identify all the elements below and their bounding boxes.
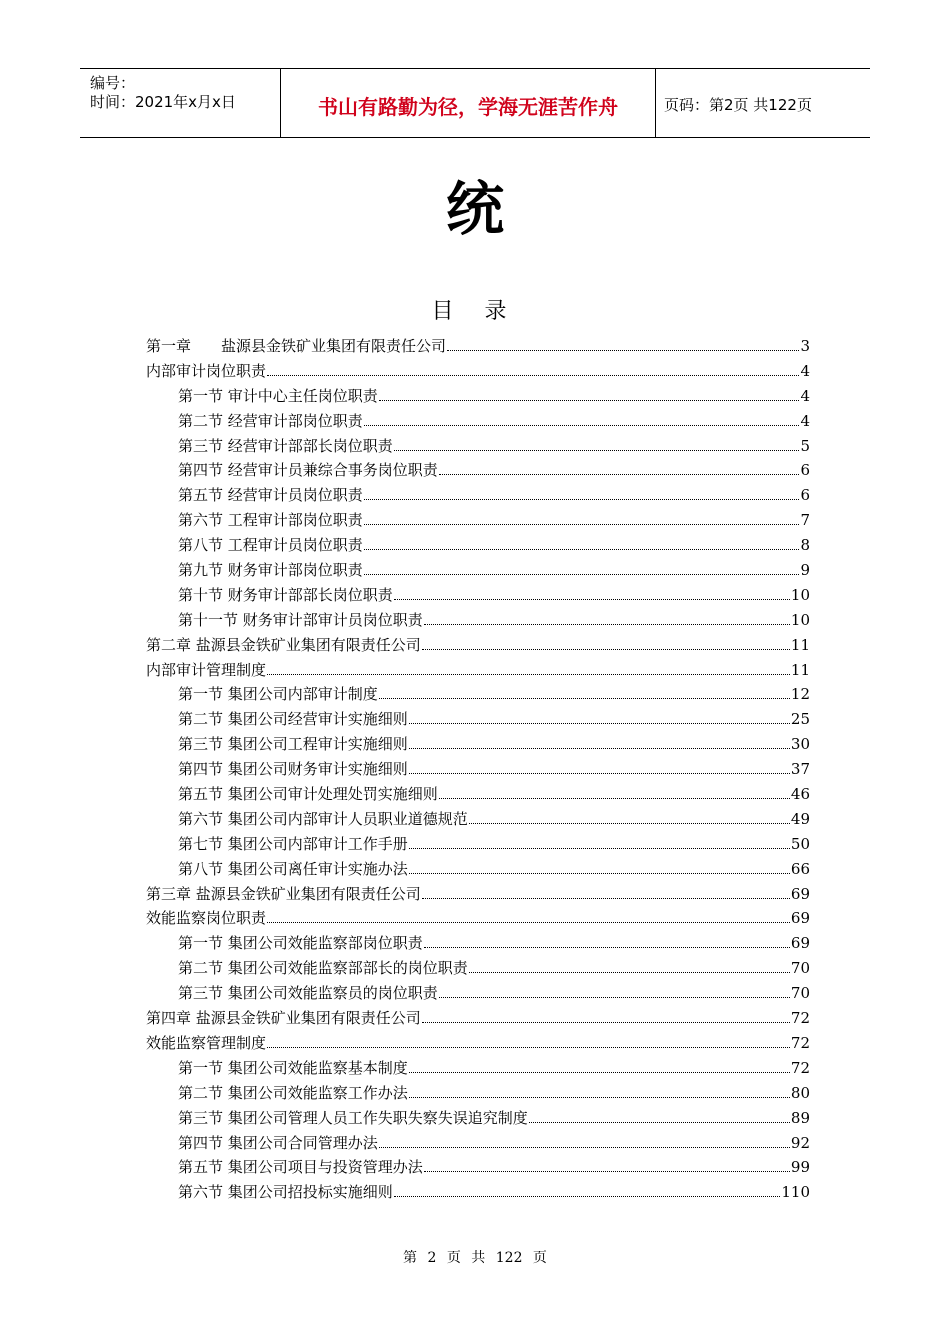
- toc-dot-leader: [424, 946, 790, 948]
- toc-entry-page: 6: [800, 461, 810, 480]
- toc-entry[interactable]: [146, 435, 810, 460]
- header-middle-cell: [280, 69, 656, 137]
- code-label: 编号：: [90, 74, 136, 92]
- toc-entry-text: 第四节 集团公司财务审计实施细则: [178, 760, 408, 779]
- toc-entry-text: 第二节 集团公司效能监察工作办法: [178, 1083, 408, 1102]
- toc-entry[interactable]: [146, 808, 810, 833]
- toc-entry-text: 第一章 盐源县金铁矿业集团有限责任公司: [146, 337, 447, 355]
- toc-dot-leader: [529, 1121, 790, 1123]
- toc-entry-page: 66: [790, 859, 810, 878]
- toc-entry-page: 72: [790, 1058, 810, 1077]
- toc-entry-page: 3: [800, 337, 810, 355]
- toc-entry-text: 第三节 经营审计部部长岗位职责: [178, 436, 393, 455]
- toc-entry[interactable]: [146, 1007, 810, 1032]
- toc-entry-page: 8: [800, 536, 810, 555]
- toc-entry-text: 第五节 集团公司项目与投资管理办法: [178, 1158, 423, 1177]
- toc-dot-leader: [364, 548, 800, 550]
- toc-entry[interactable]: [146, 509, 810, 534]
- toc-entry-page: 69: [790, 934, 810, 953]
- toc-entry-page: 89: [790, 1108, 810, 1127]
- page-info: 页码：第2页 共122页: [664, 96, 812, 114]
- toc-entry[interactable]: [146, 907, 810, 932]
- toc-dot-leader: [409, 722, 790, 724]
- toc-dot-leader: [394, 449, 800, 451]
- toc-entry[interactable]: [146, 708, 810, 733]
- toc-entry-text: 第二节 集团公司经营审计实施细则: [178, 710, 408, 729]
- toc-dot-leader: [394, 1195, 781, 1197]
- toc-entry-page: 12: [790, 685, 810, 704]
- toc-entry-page: 4: [800, 386, 810, 405]
- toc-dot-leader: [447, 349, 799, 351]
- toc-entry-page: 37: [790, 760, 810, 779]
- document-header: [80, 68, 870, 138]
- toc-entry-page: 11: [790, 660, 810, 679]
- toc-entry[interactable]: [146, 1057, 810, 1082]
- toc-entry-text: 第二节 经营审计部岗位职责: [178, 411, 363, 430]
- toc-entry[interactable]: [146, 1032, 810, 1057]
- toc-dot-leader: [439, 797, 790, 799]
- toc-entry-page: 49: [790, 809, 810, 828]
- toc-entry-text: 第三节 集团公司效能监察员的岗位职责: [178, 984, 438, 1003]
- toc-entry[interactable]: [146, 360, 810, 385]
- toc-dot-leader: [409, 1096, 790, 1098]
- toc-dot-leader: [267, 374, 799, 376]
- toc-entry-page: 10: [790, 610, 810, 629]
- toc-entry[interactable]: [146, 484, 810, 509]
- toc-dot-leader: [267, 673, 790, 675]
- toc-entry[interactable]: [146, 459, 810, 484]
- toc-entry-page: 70: [790, 984, 810, 1003]
- toc-entry-text: 第八节 工程审计员岗位职责: [178, 536, 363, 555]
- toc-entry[interactable]: [146, 410, 810, 435]
- toc-entry[interactable]: [146, 758, 810, 783]
- toc-entry-text: 第六节 集团公司招投标实施细则: [178, 1183, 393, 1202]
- toc-entry[interactable]: [146, 1082, 810, 1107]
- toc-entry[interactable]: [146, 982, 810, 1007]
- toc-entry[interactable]: [146, 683, 810, 708]
- toc-entry[interactable]: [146, 659, 810, 684]
- toc-entry-text: 第五节 集团公司审计处理处罚实施细则: [178, 785, 438, 804]
- toc-entry[interactable]: [146, 609, 810, 634]
- toc-entry-page: 92: [790, 1133, 810, 1152]
- toc-entry-text: 第一节 集团公司效能监察部岗位职责: [178, 934, 423, 953]
- toc-entry-page: 110: [781, 1183, 810, 1202]
- toc-dot-leader: [409, 847, 790, 849]
- toc-dot-leader: [379, 399, 800, 401]
- toc-entry[interactable]: [146, 385, 810, 410]
- toc-entry-text: 第二节 集团公司效能监察部部长的岗位职责: [178, 959, 468, 978]
- toc-entry[interactable]: [146, 1156, 810, 1181]
- toc-entry[interactable]: [146, 858, 810, 883]
- toc-dot-leader: [379, 697, 790, 699]
- toc-entry-page: 25: [790, 710, 810, 729]
- toc-dot-leader: [439, 473, 800, 475]
- toc-entry-text: 第八节 集团公司离任审计实施办法: [178, 859, 408, 878]
- motto-text: 书山有路勤为径，学海无涯苦作舟: [318, 95, 618, 119]
- time-label: 时间：2021年x月x日: [90, 93, 236, 111]
- toc-entry-text: 第三节 集团公司工程审计实施细则: [178, 735, 408, 754]
- toc-dot-leader: [364, 523, 800, 525]
- toc-entry[interactable]: [146, 1181, 810, 1206]
- toc-entry[interactable]: [146, 932, 810, 957]
- toc-entry-text: 第一节 集团公司内部审计制度: [178, 685, 378, 704]
- toc-dot-leader: [379, 1146, 790, 1148]
- big-title-character: 统: [445, 175, 504, 243]
- toc-entry-text: 效能监察管理制度: [146, 1033, 267, 1052]
- toc-entry-text: 第七节 集团公司内部审计工作手册: [178, 834, 408, 853]
- toc-entry-text: 第十一节 财务审计部审计员岗位职责: [178, 610, 423, 629]
- toc-entry-text: 内部审计岗位职责: [146, 361, 267, 380]
- toc-entry-page: 4: [800, 361, 810, 380]
- toc-entry-text: 第四节 集团公司合同管理办法: [178, 1133, 378, 1152]
- toc-dot-leader: [422, 897, 790, 899]
- toc-dot-leader: [364, 424, 800, 426]
- toc-entry-text: 第一节 审计中心主任岗位职责: [178, 386, 378, 405]
- toc-entry[interactable]: [146, 584, 810, 609]
- toc-dot-leader: [439, 996, 790, 998]
- toc-entry-text: 内部审计管理制度: [146, 660, 267, 679]
- toc-dot-leader: [422, 648, 790, 650]
- header-right-cell: [656, 69, 870, 137]
- toc-entry[interactable]: [146, 335, 810, 360]
- toc-entry[interactable]: [146, 783, 810, 808]
- toc-dot-leader: [364, 498, 800, 500]
- toc-entry[interactable]: [146, 1107, 810, 1132]
- toc-dot-leader: [409, 747, 790, 749]
- toc-dot-leader: [424, 1170, 790, 1172]
- toc-entry-page: 46: [790, 785, 810, 804]
- toc-dot-leader: [364, 573, 800, 575]
- toc-entry-text: 第九节 财务审计部岗位职责: [178, 561, 363, 580]
- toc-entry-page: 70: [790, 959, 810, 978]
- toc-entry-text: 第三节 集团公司管理人员工作失职失察失误追究制度: [178, 1108, 528, 1127]
- toc-dot-leader: [267, 1046, 790, 1048]
- toc-entry-text: 第六节 工程审计部岗位职责: [178, 511, 363, 530]
- toc-dot-leader: [394, 598, 790, 600]
- page-footer: 第 2 页 共 122 页: [403, 1250, 547, 1266]
- toc-entry-page: 4: [800, 411, 810, 430]
- toc-entry-page: 80: [790, 1083, 810, 1102]
- toc-entry-page: 69: [790, 884, 810, 903]
- toc-entry[interactable]: [146, 883, 810, 908]
- toc-entry[interactable]: [146, 1132, 810, 1157]
- table-of-contents: [146, 335, 810, 1206]
- toc-entry-page: 6: [800, 486, 810, 505]
- toc-entry-page: 9: [800, 561, 810, 580]
- toc-entry-text: 第四章 盐源县金铁矿业集团有限责任公司: [146, 1009, 421, 1028]
- toc-entry-page: 11: [790, 635, 810, 654]
- toc-dot-leader: [469, 971, 790, 973]
- toc-entry-text: 第三章 盐源县金铁矿业集团有限责任公司: [146, 884, 421, 903]
- toc-dot-leader: [409, 1071, 790, 1073]
- toc-entry[interactable]: [146, 733, 810, 758]
- toc-entry-page: 69: [790, 909, 810, 928]
- toc-entry[interactable]: [146, 833, 810, 858]
- toc-dot-leader: [267, 921, 790, 923]
- toc-entry-page: 72: [790, 1033, 810, 1052]
- toc-entry-text: 第十节 财务审计部部长岗位职责: [178, 585, 393, 604]
- toc-entry-page: 10: [790, 585, 810, 604]
- toc-entry-text: 第六节 集团公司内部审计人员职业道德规范: [178, 809, 468, 828]
- toc-title: 目 录: [431, 299, 519, 324]
- toc-entry[interactable]: [146, 559, 810, 584]
- toc-entry-text: 第五节 经营审计员岗位职责: [178, 486, 363, 505]
- toc-entry-page: 30: [790, 735, 810, 754]
- toc-dot-leader: [409, 872, 790, 874]
- toc-entry-page: 99: [790, 1158, 810, 1177]
- toc-dot-leader: [422, 1021, 790, 1023]
- toc-entry-text: 效能监察岗位职责: [146, 909, 267, 928]
- toc-dot-leader: [424, 623, 790, 625]
- toc-dot-leader: [469, 822, 790, 824]
- toc-entry-page: 5: [800, 436, 810, 455]
- toc-entry-page: 50: [790, 834, 810, 853]
- toc-entry-page: 72: [790, 1009, 810, 1028]
- header-left-cell: [80, 69, 280, 137]
- toc-entry[interactable]: [146, 957, 810, 982]
- toc-entry-page: 7: [800, 511, 810, 530]
- toc-entry-text: 第一节 集团公司效能监察基本制度: [178, 1058, 408, 1077]
- toc-entry-text: 第四节 经营审计员兼综合事务岗位职责: [178, 461, 438, 480]
- toc-entry-text: 第二章 盐源县金铁矿业集团有限责任公司: [146, 635, 421, 654]
- toc-entry[interactable]: [146, 534, 810, 559]
- toc-entry[interactable]: [146, 634, 810, 659]
- toc-dot-leader: [409, 772, 790, 774]
